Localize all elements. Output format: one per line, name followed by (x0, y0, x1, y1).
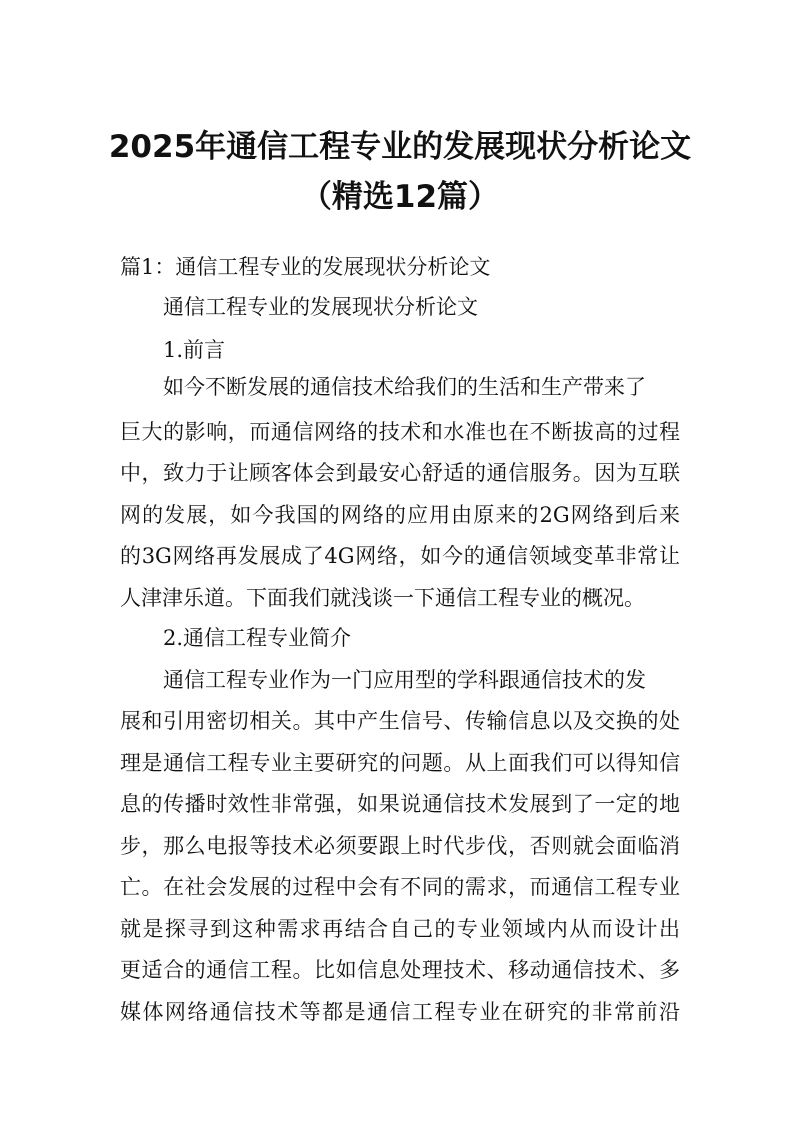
paragraph-line: 亡。在社会发展的过程中会有不同的需求，而通信工程专业 (120, 875, 680, 899)
section-heading-overview: 2.通信工程专业简介 (163, 626, 352, 650)
article-heading: 篇1：通信工程专业的发展现状分析论文 (120, 255, 491, 279)
article-title: 通信工程专业的发展现状分析论文 (163, 295, 478, 319)
paragraph-line: 中，致力于让顾客体会到最安心舒适的通信服务。因为互联 (120, 461, 680, 485)
paragraph-line: 步，那么电报等技术必须要跟上时代步伐，否则就会面临消 (120, 834, 680, 858)
paragraph-line: 媒体网络通信技术等都是通信工程专业在研究的非常前沿 (120, 1000, 680, 1024)
paragraph-line: 巨大的影响，而通信网络的技术和水准也在不断拔高的过程 (120, 420, 680, 444)
paragraph-line: 就是探寻到这种需求再结合自己的专业领域内从而设计出 (120, 917, 680, 941)
paragraph-line: 息的传播时效性非常强，如果说通信技术发展到了一定的地 (120, 792, 680, 816)
document-subtitle: （精选12篇） (300, 179, 500, 215)
paragraph-line: 更适合的通信工程。比如信息处理技术、移动通信技术、多 (120, 958, 680, 982)
paragraph-line: 人津津乐道。下面我们就浅谈一下通信工程专业的概况。 (120, 586, 645, 610)
paragraph-line: 如今不断发展的通信技术给我们的生活和生产带来了 (163, 375, 646, 399)
paragraph-line: 理是通信工程专业主要研究的问题。从上面我们可以得知信 (120, 751, 680, 775)
paragraph-line: 网的发展，如今我国的网络的应用由原来的2G网络到后来 (120, 503, 680, 527)
document-title: 2025年通信工程专业的发展现状分析论文 (108, 129, 692, 165)
paragraph-line: 通信工程专业作为一门应用型的学科跟通信技术的发 (163, 668, 646, 692)
paragraph-line: 的3G网络再发展成了4G网络，如今的通信领域变革非常让 (120, 544, 680, 568)
section-heading-intro: 1.前言 (163, 338, 226, 362)
paragraph-line: 展和引用密切相关。其中产生信号、传输信息以及交换的处 (120, 709, 680, 733)
